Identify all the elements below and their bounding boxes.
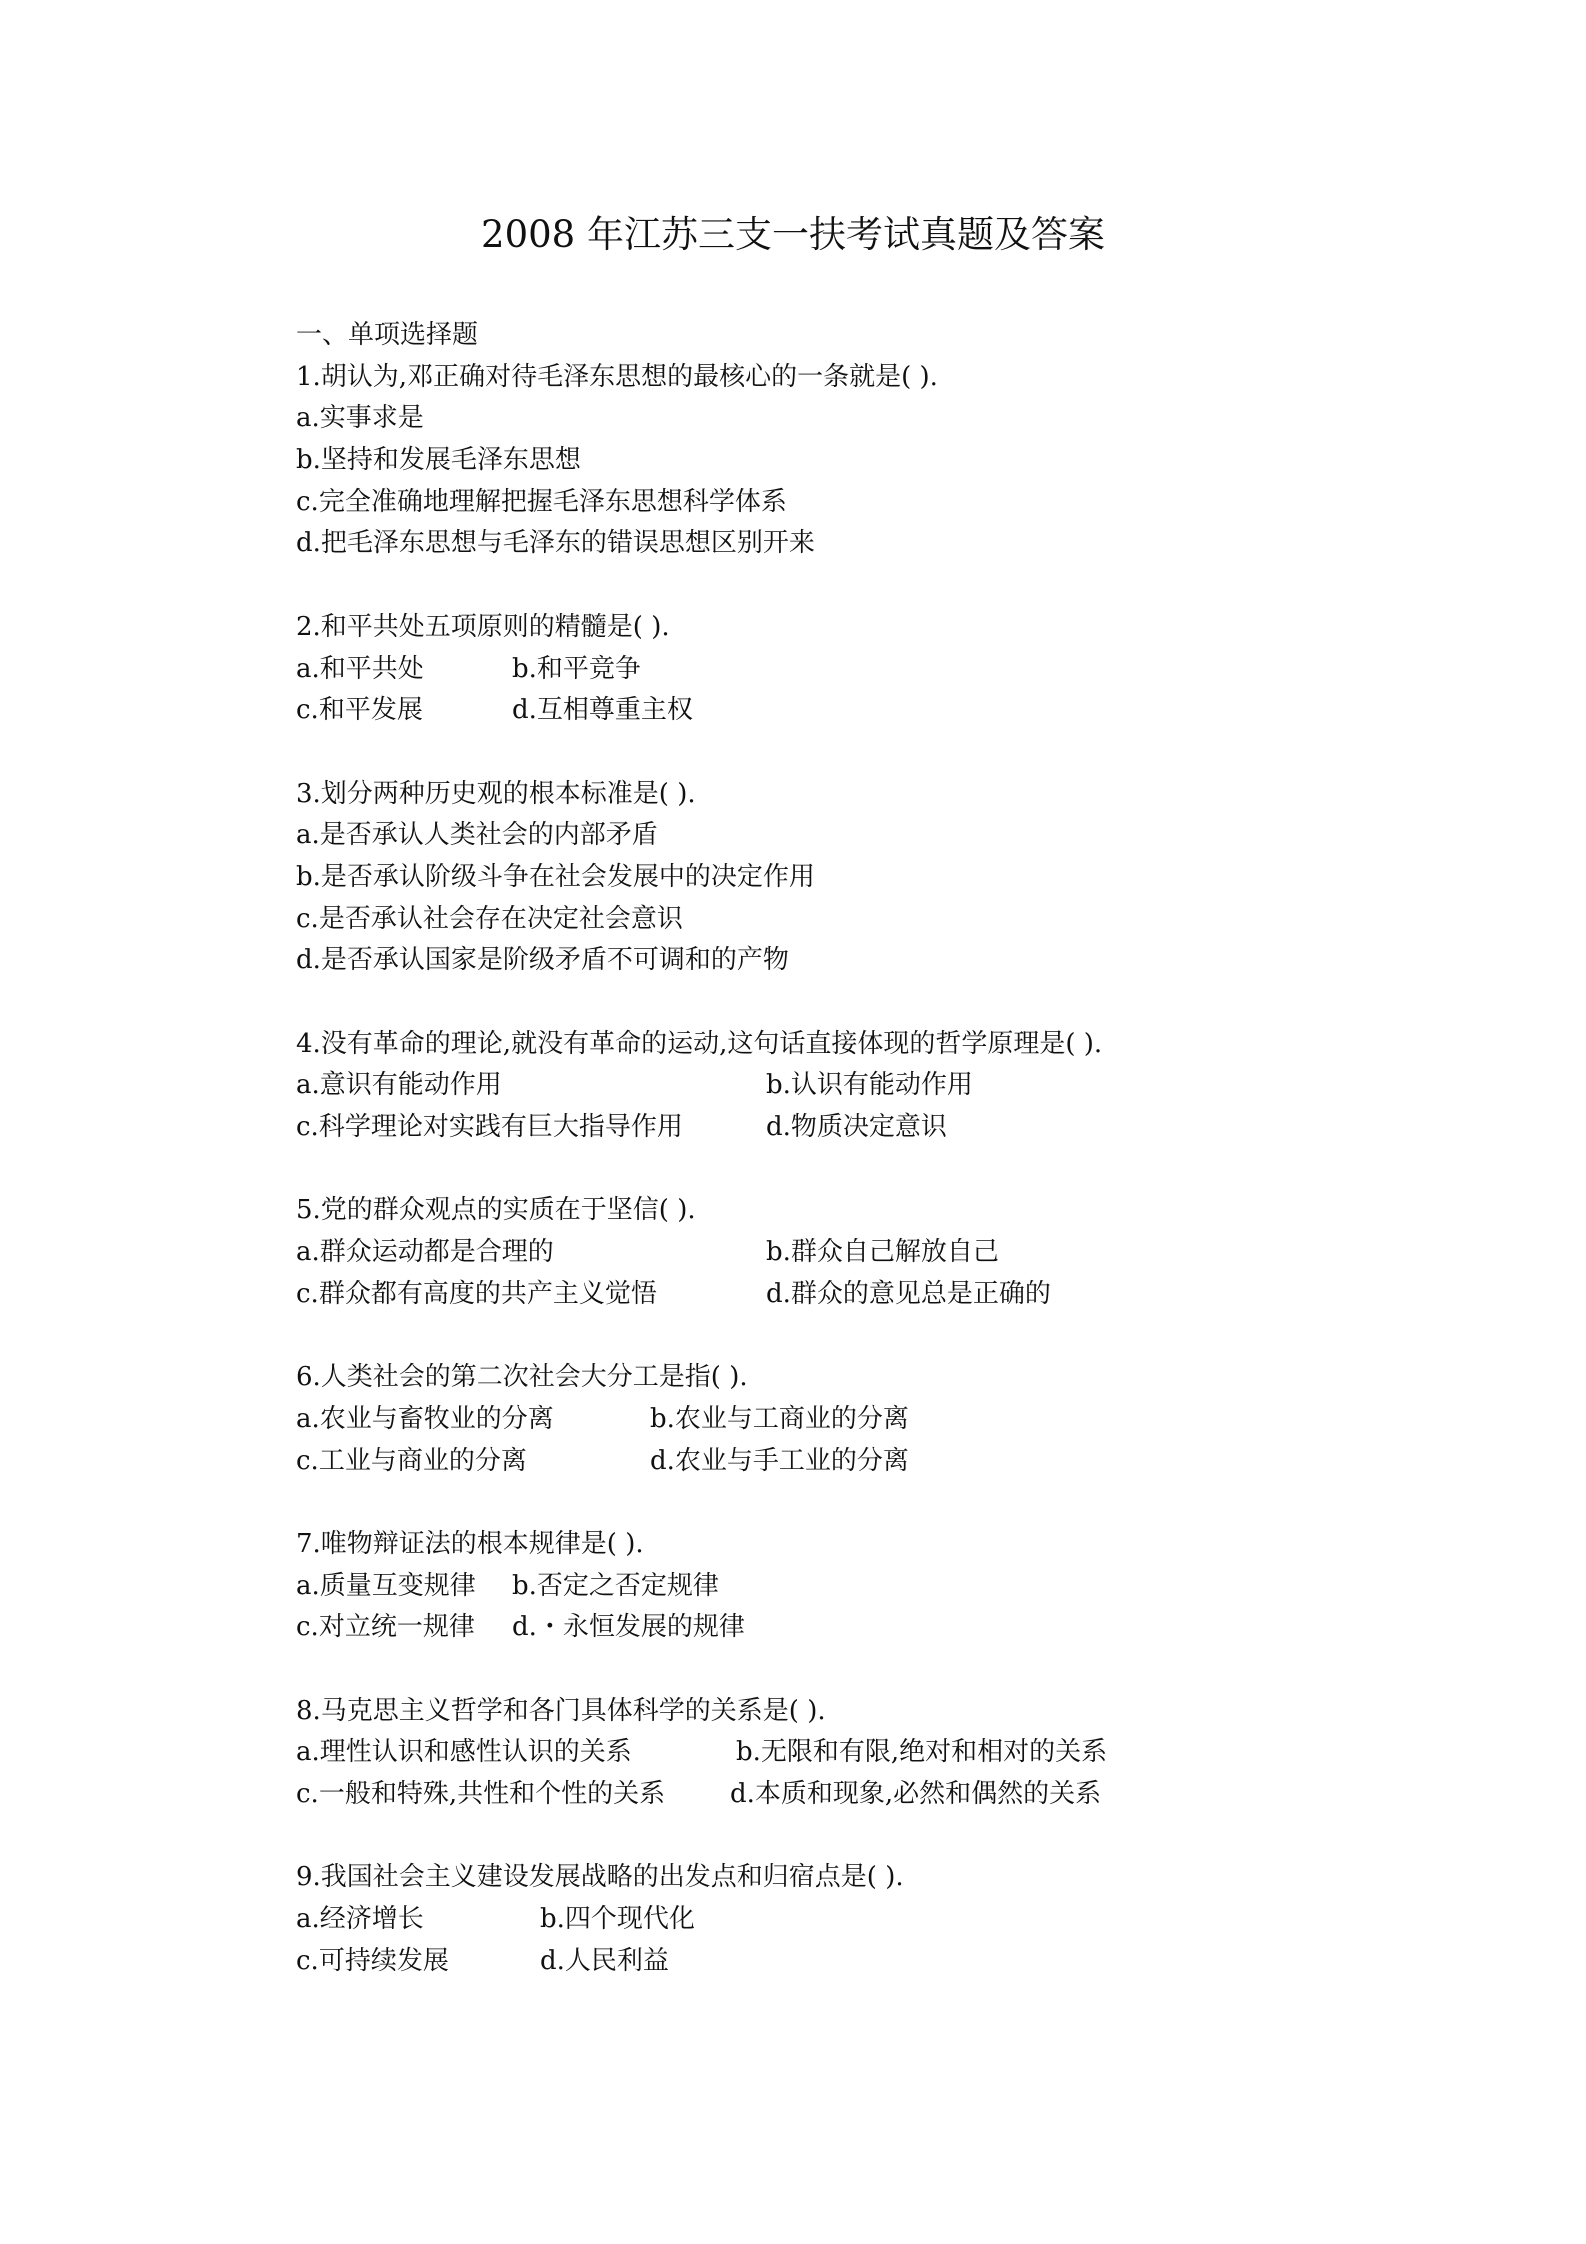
option-d: d.群众的意见总是正确的: [766, 1278, 1051, 1309]
option-d: d.农业与手工业的分离: [650, 1445, 909, 1476]
question-3: [296, 774, 1496, 982]
option-b: b.无限和有限,绝对和相对的关系: [736, 1737, 1108, 1768]
option-a: a.意识有能动作用: [296, 1070, 502, 1101]
option-c: c.对立统一规律: [296, 1612, 475, 1643]
option-a: a.理性认识和感性认识的关系: [296, 1737, 632, 1768]
option-a: a.质量互变规律: [296, 1570, 476, 1601]
question-stem: 3.划分两种历史观的根本标准是( ).: [296, 778, 696, 809]
option-b: b.四个现代化: [540, 1904, 695, 1935]
option-d: d.是否承认国家是阶级矛盾不可调和的产物: [296, 945, 789, 976]
question-stem: 1.胡认为,邓正确对待毛泽东思想的最核心的一条就是( ).: [296, 361, 938, 392]
option-d: d.・永恒发展的规律: [512, 1612, 745, 1643]
question-8: [296, 1691, 1496, 1816]
option-a: a.群众运动都是合理的: [296, 1237, 554, 1268]
option-c: c.工业与商业的分离: [296, 1445, 527, 1476]
question-stem: 2.和平共处五项原则的精髓是( ).: [296, 611, 670, 642]
question-stem: 7.唯物辩证法的根本规律是( ).: [296, 1528, 644, 1559]
question-7: [296, 1524, 1496, 1649]
option-c: c.是否承认社会存在决定社会意识: [296, 903, 683, 934]
option-d: d.把毛泽东思想与毛泽东的错误思想区别开来: [296, 528, 815, 559]
question-2: [296, 607, 1496, 732]
option-d: d.人民利益: [540, 1945, 669, 1976]
option-a: a.是否承认人类社会的内部矛盾: [296, 820, 658, 851]
option-a: a.经济增长: [296, 1904, 424, 1935]
option-b: b.坚持和发展毛泽东思想: [296, 445, 581, 476]
question-stem: 5.党的群众观点的实质在于坚信( ).: [296, 1195, 696, 1226]
option-d: d.互相尊重主权: [512, 695, 693, 726]
option-a: a.和平共处: [296, 653, 424, 684]
option-a: a.实事求是: [296, 403, 424, 434]
option-c: c.科学理论对实践有巨大指导作用: [296, 1112, 683, 1143]
option-b: b.否定之否定规律: [512, 1570, 719, 1601]
section-heading: 一、单项选择题: [296, 320, 479, 350]
question-stem: 6.人类社会的第二次社会大分工是指( ).: [296, 1362, 748, 1393]
document-title: 2008 年江苏三支一扶考试真题及答案: [481, 213, 1105, 256]
question-stem: 9.我国社会主义建设发展战略的出发点和归宿点是( ).: [296, 1862, 904, 1893]
option-c: c.可持续发展: [296, 1945, 449, 1976]
option-d: d.物质决定意识: [766, 1112, 947, 1143]
option-c: c.一般和特殊,共性和个性的关系: [296, 1779, 666, 1810]
question-6: [296, 1357, 1496, 1482]
option-d: d.本质和现象,必然和偶然的关系: [730, 1779, 1102, 1810]
option-b: b.是否承认阶级斗争在社会发展中的决定作用: [296, 861, 815, 892]
option-a: a.农业与畜牧业的分离: [296, 1403, 554, 1434]
question-5: [296, 1190, 1496, 1315]
question-stem: 8.马克思主义哲学和各门具体科学的关系是( ).: [296, 1695, 826, 1726]
question-4: [296, 1024, 1496, 1149]
question-stem: 4.没有革命的理论,就没有革命的运动,这句话直接体现的哲学原理是( ).: [296, 1028, 1103, 1059]
question-1: [296, 357, 1496, 565]
option-b: b.认识有能动作用: [766, 1070, 973, 1101]
option-b: b.农业与工商业的分离: [650, 1403, 909, 1434]
question-9: [296, 1857, 1496, 1982]
document-body: [296, 315, 1496, 1983]
option-c: c.群众都有高度的共产主义觉悟: [296, 1278, 657, 1309]
option-b: b.群众自己解放自己: [766, 1237, 999, 1268]
option-c: c.完全准确地理解把握毛泽东思想科学体系: [296, 486, 787, 517]
option-c: c.和平发展: [296, 695, 423, 726]
option-b: b.和平竞争: [512, 653, 641, 684]
